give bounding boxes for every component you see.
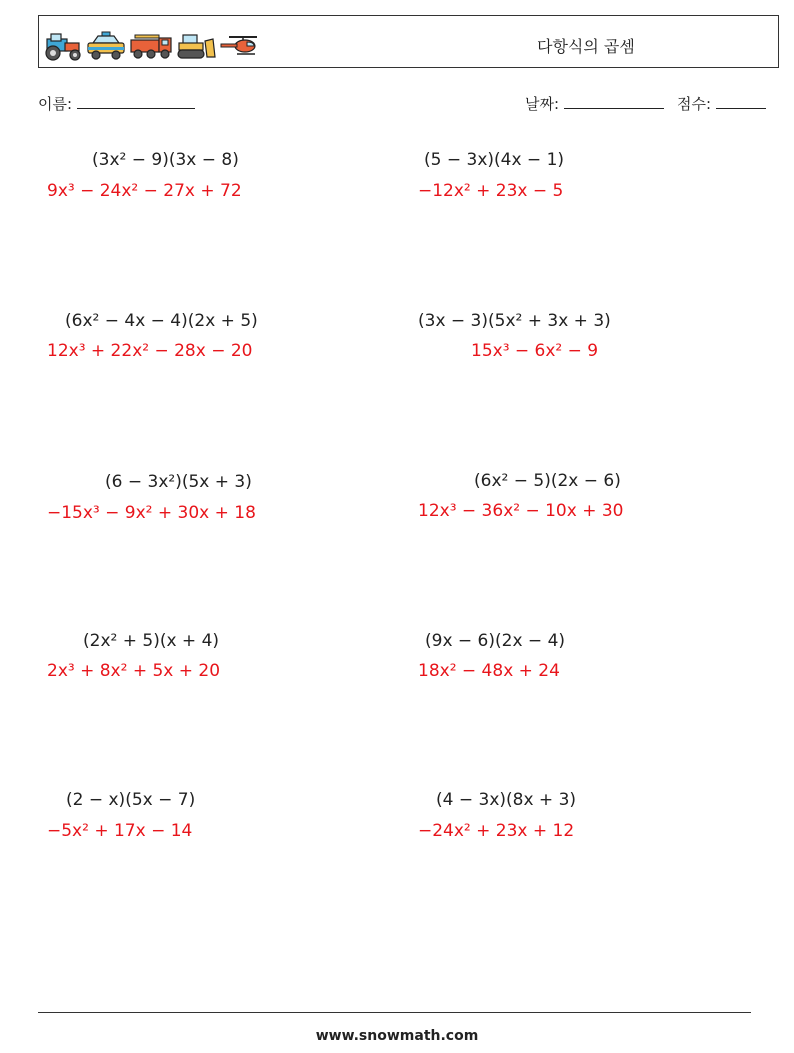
problem-6-question: (6x² − 5)(2x − 6)	[474, 471, 621, 491]
problem-5-answer: −15x³ − 9x² + 30x + 18	[47, 503, 256, 523]
date-field	[525, 93, 664, 114]
vehicle-icons	[43, 25, 263, 61]
footer-website[interactable]: www.snowmath.com	[315, 1028, 479, 1044]
problem-3-question: (6x² − 4x − 4)(2x + 5)	[65, 311, 258, 331]
problem-10-question: (4 − 3x)(8x + 3)	[436, 790, 577, 810]
police-car-icon	[85, 31, 127, 61]
problem-6-answer: 12x³ − 36x² − 10x + 30	[418, 501, 624, 521]
header-box	[38, 15, 779, 68]
problem-4-answer: 15x³ − 6x² − 9	[471, 341, 599, 361]
problem-1-answer: 9x³ − 24x² − 27x + 72	[47, 181, 242, 201]
problem-2-question: (5 − 3x)(4x − 1)	[424, 150, 565, 170]
footer-divider	[38, 1012, 751, 1013]
problem-4-question: (3x − 3)(5x² + 3x + 3)	[418, 311, 611, 331]
bulldozer-icon	[175, 31, 217, 61]
problem-7-question: (2x² + 5)(x + 4)	[83, 631, 220, 651]
score-label: 점수:	[677, 95, 712, 113]
problem-1-question: (3x² − 9)(3x − 8)	[92, 150, 239, 170]
problem-9-question: (2 − x)(5x − 7)	[66, 790, 196, 810]
helicopter-icon	[219, 31, 263, 61]
problem-3-answer: 12x³ + 22x² − 28x − 20	[47, 341, 253, 361]
problem-8-question: (9x − 6)(2x − 4)	[425, 631, 566, 651]
score-field	[677, 93, 766, 114]
date-label: 날짜:	[525, 95, 560, 113]
name-blank[interactable]	[77, 95, 195, 109]
date-blank[interactable]	[564, 95, 664, 109]
problem-9-answer: −5x² + 17x − 14	[47, 821, 193, 841]
problem-10-answer: −24x² + 23x + 12	[418, 821, 575, 841]
name-label: 이름:	[38, 95, 73, 113]
problem-7-answer: 2x³ + 8x² + 5x + 20	[47, 661, 221, 681]
problem-2-answer: −12x² + 23x − 5	[418, 181, 564, 201]
tractor-icon	[43, 31, 83, 61]
problem-8-answer: 18x² − 48x + 24	[418, 661, 560, 681]
page-title: 다항식의 곱셈	[537, 37, 635, 56]
fire-truck-icon	[129, 31, 173, 61]
problem-5-question: (6 − 3x²)(5x + 3)	[105, 472, 252, 492]
name-field	[38, 93, 195, 114]
score-blank[interactable]	[716, 95, 766, 109]
